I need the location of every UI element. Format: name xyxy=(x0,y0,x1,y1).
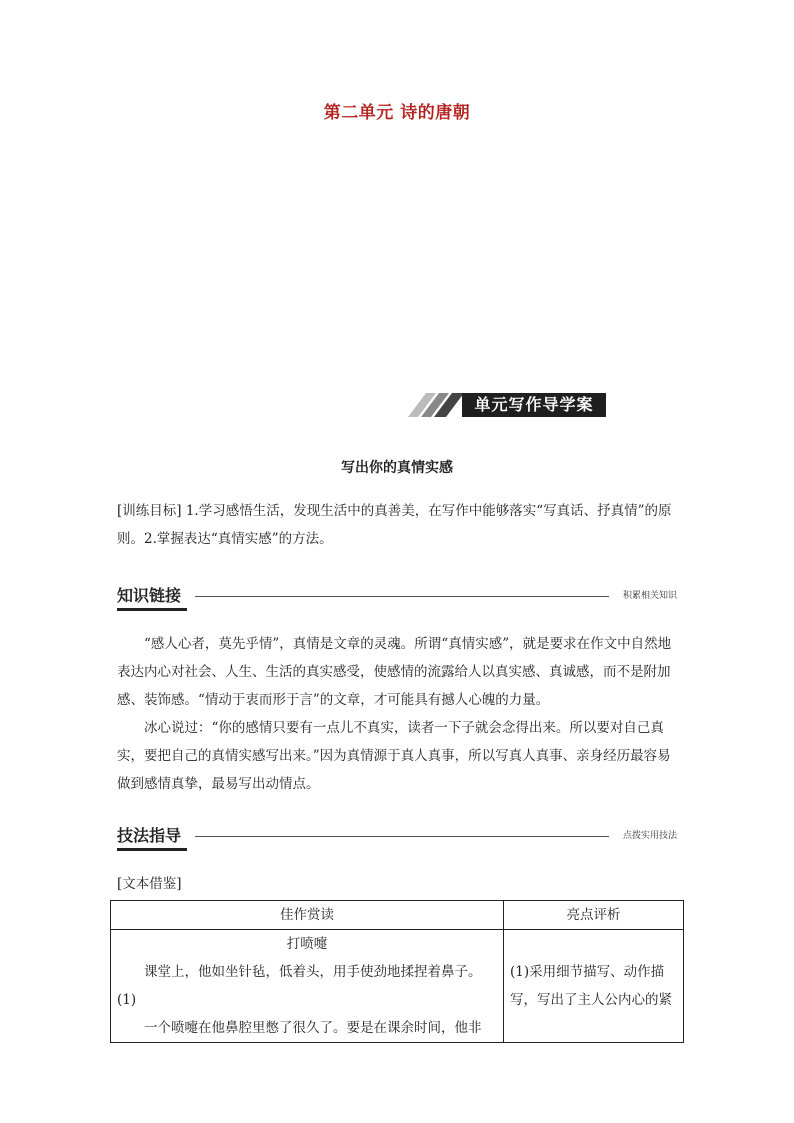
column-header: 亮点评析 xyxy=(504,901,684,930)
technique-subtitle: 点拨实用技法 xyxy=(622,831,677,841)
goal-text: 1.学习感悟生活，发现生活中的真善美，在写作中能够落实“写真话、抒真情”的原则。2.掌握表达“真情实感”的方法。 xyxy=(117,503,672,547)
header-underline xyxy=(117,848,187,851)
column-header: 佳作赏读 xyxy=(111,901,504,930)
technique-header xyxy=(117,826,677,850)
writing-guide-banner xyxy=(408,393,606,417)
essay-line: 课堂上，他如坐针毡，低着头，用手使劲地揉捏着鼻子。(1) xyxy=(117,964,482,1008)
knowledge-title: 知识链接 xyxy=(117,586,182,605)
header-underline xyxy=(117,608,187,611)
essay-title: 打喷嚏 xyxy=(286,936,328,952)
essay-line: 一个喷嚏在他鼻腔里憋了很久了。要是在课余时间，他非 xyxy=(144,1020,482,1036)
knowledge-paragraph-1: “感人心者，莫先乎情”，真情是文章的灵魂。所谓“真情实感”，就是要求在作文中自然地表达内心对社会、人生、生活的真实感受，使感情的流露给人以真实感、真诚感，而不是附加感、装饰感。“情动于衷而形于言”的文章，才可能具有撼人心魄的力量。 xyxy=(117,636,672,708)
text-borrow-label: [文本借鉴] xyxy=(117,876,182,892)
header-rule xyxy=(195,836,609,837)
knowledge-header xyxy=(117,586,677,610)
table-row xyxy=(111,930,684,1043)
unit-title: 第二单元 诗的唐朝 xyxy=(323,103,471,123)
header-rule xyxy=(195,596,609,597)
comment-line: (1)采用细节描写、动作描 xyxy=(510,964,665,980)
comment-cell xyxy=(504,930,684,1043)
stripe-decoration-icon xyxy=(408,393,468,417)
example-table xyxy=(110,900,684,1043)
section-title: 写出你的真情实感 xyxy=(341,460,453,476)
comment-line: 写，写出了主人公内心的紧 xyxy=(510,992,672,1008)
knowledge-paragraph-2: 冰心说过：“你的感情只要有一点儿不真实，读者一下子就会念得出来。所以要对自己真实，要把自己的真情实感写出来。”因为真情源于真人真事，所以写真人真事、亲身经历最容易做到感情真挚，最易写出动情点。 xyxy=(117,720,671,792)
knowledge-subtitle: 积累相关知识 xyxy=(622,591,677,601)
essay-cell xyxy=(111,930,504,1043)
technique-title: 技法指导 xyxy=(117,826,182,845)
training-goal xyxy=(117,497,683,553)
banner-label: 单元写作导学案 xyxy=(462,393,606,417)
goal-label: [训练目标] xyxy=(117,503,182,519)
table-header-row xyxy=(111,901,684,930)
